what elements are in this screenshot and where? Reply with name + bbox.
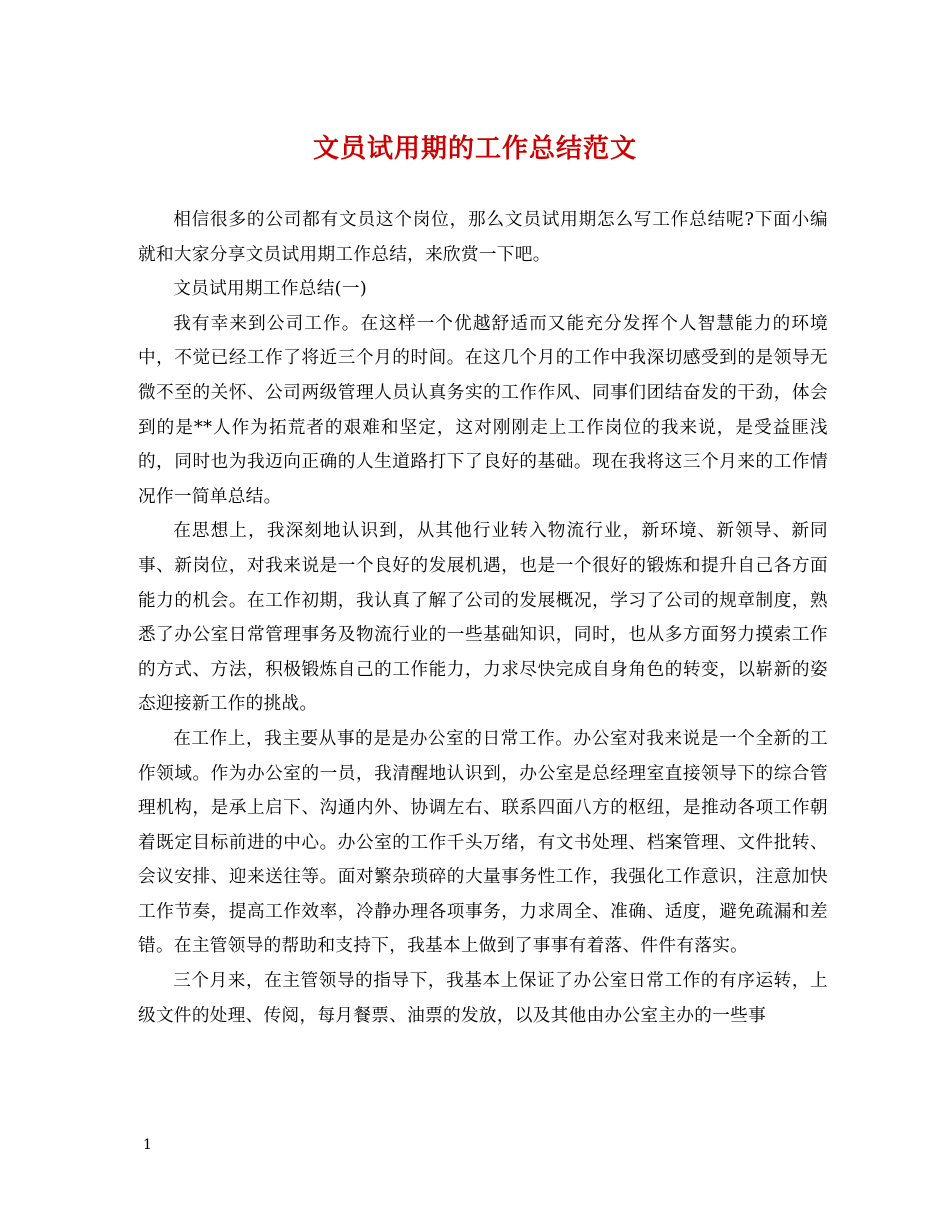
paragraph-section-heading: 文员试用期工作总结(一) [173,279,368,300]
paragraph-1: 我有幸来到公司工作。在这样一个优越舒适而又能充分发挥个人智慧能力的环境中，不觉已经工作了将近三个月的时间。在这几个月的工作中我深切感受到的是领导无微不至的关怀、公司两级管理人员认真务实的工作作风、同事们团结奋发的干劲，体会到的是**人作为拓荒者的艰难和坚定，这对刚刚走上工作岗位的我来说，是受益匪浅的，同时也为我迈向正确的人生道路打下了良好的基础。现在我将这三个月来的工作情况作一简单总结。 [138,313,828,507]
paragraph-intro: 相信很多的公司都有文员这个岗位，那么文员试用期怎么写工作总结呢?下面小编就和大家分享文员试用期工作总结，来欣赏一下吧。 [138,210,828,265]
document-title: 文员试用期的工作总结范文 [312,134,637,164]
paragraph-2: 在思想上，我深刻地认识到，从其他行业转入物流行业，新环境、新领导、新同事、新岗位，对我来说是一个良好的发展机遇，也是一个很好的锻炼和提升自己各方面能力的机会。在工作初期，我认真了解了公司的发展概况，学习了公司的规章制度，熟悉了办公室日常管理事务及物流行业的一些基础知识，同时，也从多方面努力摸索工作的方式、方法，积极锻炼自己的工作能力，力求尽快完成自身角色的转变，以崭新的姿态迎接新工作的挑战。 [138,521,828,715]
paragraph-3: 在工作上，我主要从事的是是办公室的日常工作。办公室对我来说是一个全新的工作领域。作为办公室的一员，我清醒地认识到，办公室是总经理室直接领导下的综合管理机构，是承上启下、沟通内外、协调左右、联系四面八方的枢纽，是推动各项工作朝着既定目标前进的中心。办公室的工作千头万绪，有文书处理、档案管理、文件批转、会议安排、迎来送往等。面对繁杂琐碎的大量事务性工作，我强化工作意识，注意加快工作节奏，提高工作效率，冷静办理各项事务，力求周全、准确、适度，避免疏漏和差错。在主管领导的帮助和支持下，我基本上做到了事事有着落、件件有落实。 [138,728,828,957]
page-number: 1 [143,1137,152,1153]
document-body [138,203,828,1033]
paragraph-4: 三个月来，在主管领导的指导下，我基本上保证了办公室日常工作的有序运转，上级文件的处理、传阅，每月餐票、油票的发放，以及其他由办公室主办的一些事 [138,971,828,1026]
